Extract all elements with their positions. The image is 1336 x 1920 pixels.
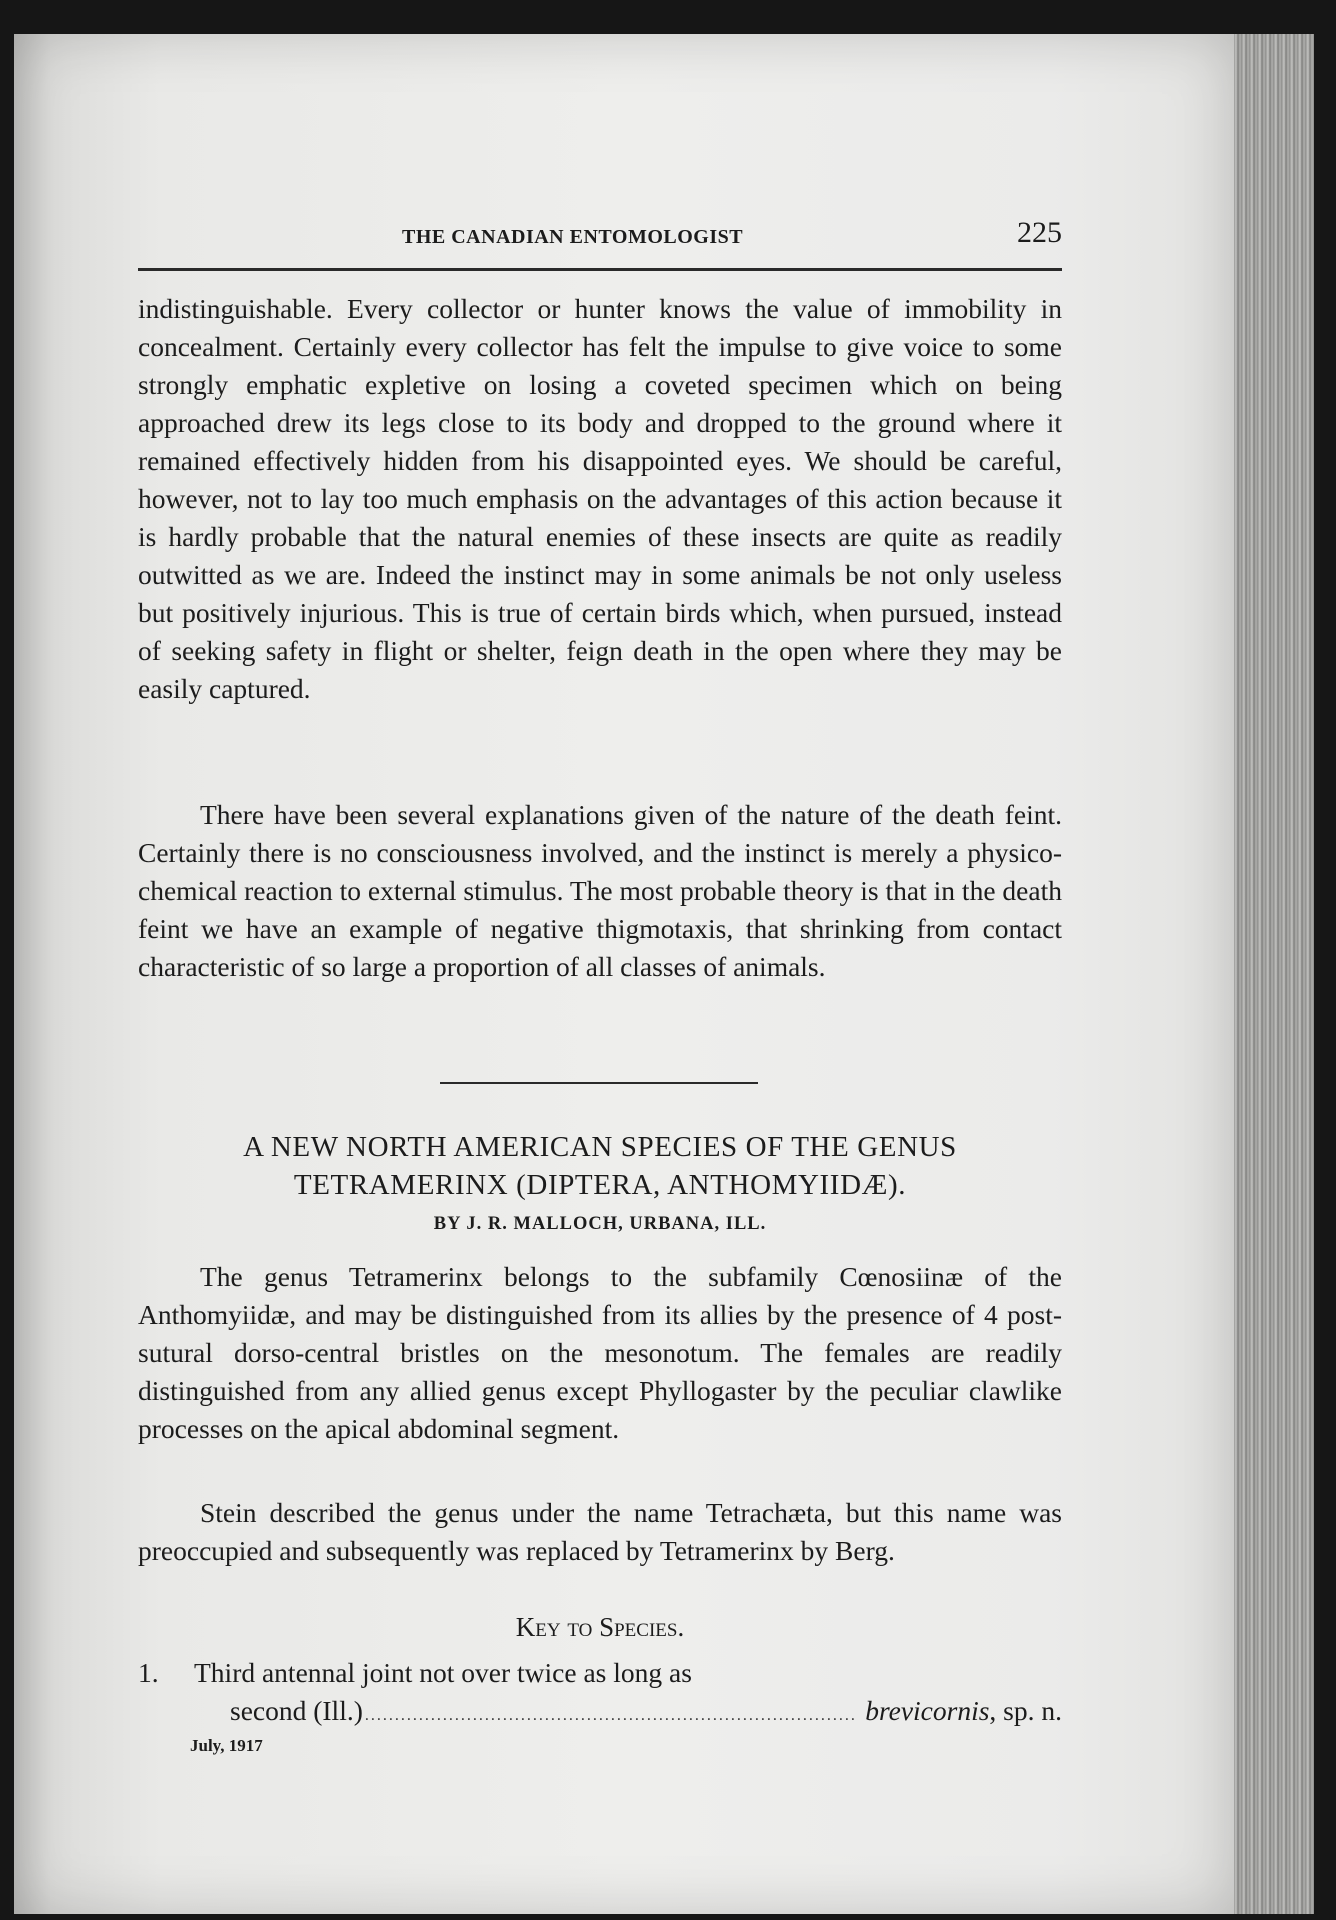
- footer-date: July, 1917: [190, 1736, 263, 1755]
- running-title: THE CANADIAN ENTOMOLOGIST: [402, 226, 744, 248]
- key-text-continuation: second (Ill.): [230, 1695, 363, 1726]
- article-paragraph-2: [138, 1494, 1062, 1570]
- article-byline: BY J. R. MALLOCH, URBANA, ILL.: [433, 1214, 767, 1234]
- header-rule: [138, 268, 1062, 271]
- page-edges: [1234, 34, 1314, 1914]
- running-header: [138, 216, 1062, 256]
- article-paragraph-1: [138, 1258, 1062, 1448]
- body-paragraph-2: [138, 796, 1062, 986]
- body-paragraph-1: [138, 290, 1062, 708]
- key-species-name: brevicornis: [865, 1695, 990, 1726]
- paragraph-text: The genus Tetramerinx belongs to the subfamily Cœnosiinæ of the Anthomyiidæ, and may be distinguished from its allies by the presence of 4 post-sutural dorso-central bristles on the mesonotum. The females are readily distinguished from any allied genus except Phyllogaster by the peculiar clawlike processes on the apical abdominal segment.: [138, 1261, 1062, 1444]
- paragraph-text: There have been several explanations given of the nature of the death feint. Certainly there is no consciousness involved, and the instinct is merely a physico-chemical reaction to external stimulus. The most probable theory is that in the death feint we have an example of negative thigmotaxis, that shrinking from contact characteristic of so large a proportion of all classes of animals.: [138, 799, 1062, 982]
- key-text-line-2: [230, 1692, 1062, 1735]
- article-title-line-1: A NEW NORTH AMERICAN SPECIES OF THE GENUS: [243, 1131, 957, 1163]
- article-title: [138, 1128, 1062, 1204]
- key-text-line-1: Third antennal joint not over twice as long as: [194, 1657, 692, 1688]
- key-number: 1.: [138, 1657, 159, 1688]
- page-number: 225: [1017, 216, 1062, 249]
- paragraph-text: Stein described the genus under the name Tetrachæta, but this name was preoccupied and subsequently was replaced by Tetramerinx by Berg.: [138, 1497, 1062, 1566]
- paragraph-text: indistinguishable. Every collector or hunter knows the value of immobility in concealment. Certainly every collector has felt the impulse to give voice to some strongly emphatic expletive on losing a coveted specimen which on being approached drew its legs close to its body and dropped to the ground where it remained effectively hidden from his disappointed eyes. We should be careful, however, not to lay too much emphasis on the advantages of this action because it is hardly probable that the natural enemies of these insects are quite as readily outwitted as we are. Indeed the instinct may in some animals be not only useless but positively injurious. This is true of certain birds which, when pursued, instead of seeking safety in flight or shelter, feign death in the open where they may be easily captured.: [138, 293, 1062, 704]
- section-divider: [440, 1082, 758, 1084]
- key-species-suffix: , sp. n.: [989, 1695, 1062, 1726]
- article-title-line-2: TETRAMERINX (DIPTERA, ANTHOMYIIDÆ).: [293, 1169, 907, 1201]
- key-heading: Key to Species.: [515, 1612, 685, 1642]
- key-leader-dots: ..................................................................................: [364, 1707, 857, 1724]
